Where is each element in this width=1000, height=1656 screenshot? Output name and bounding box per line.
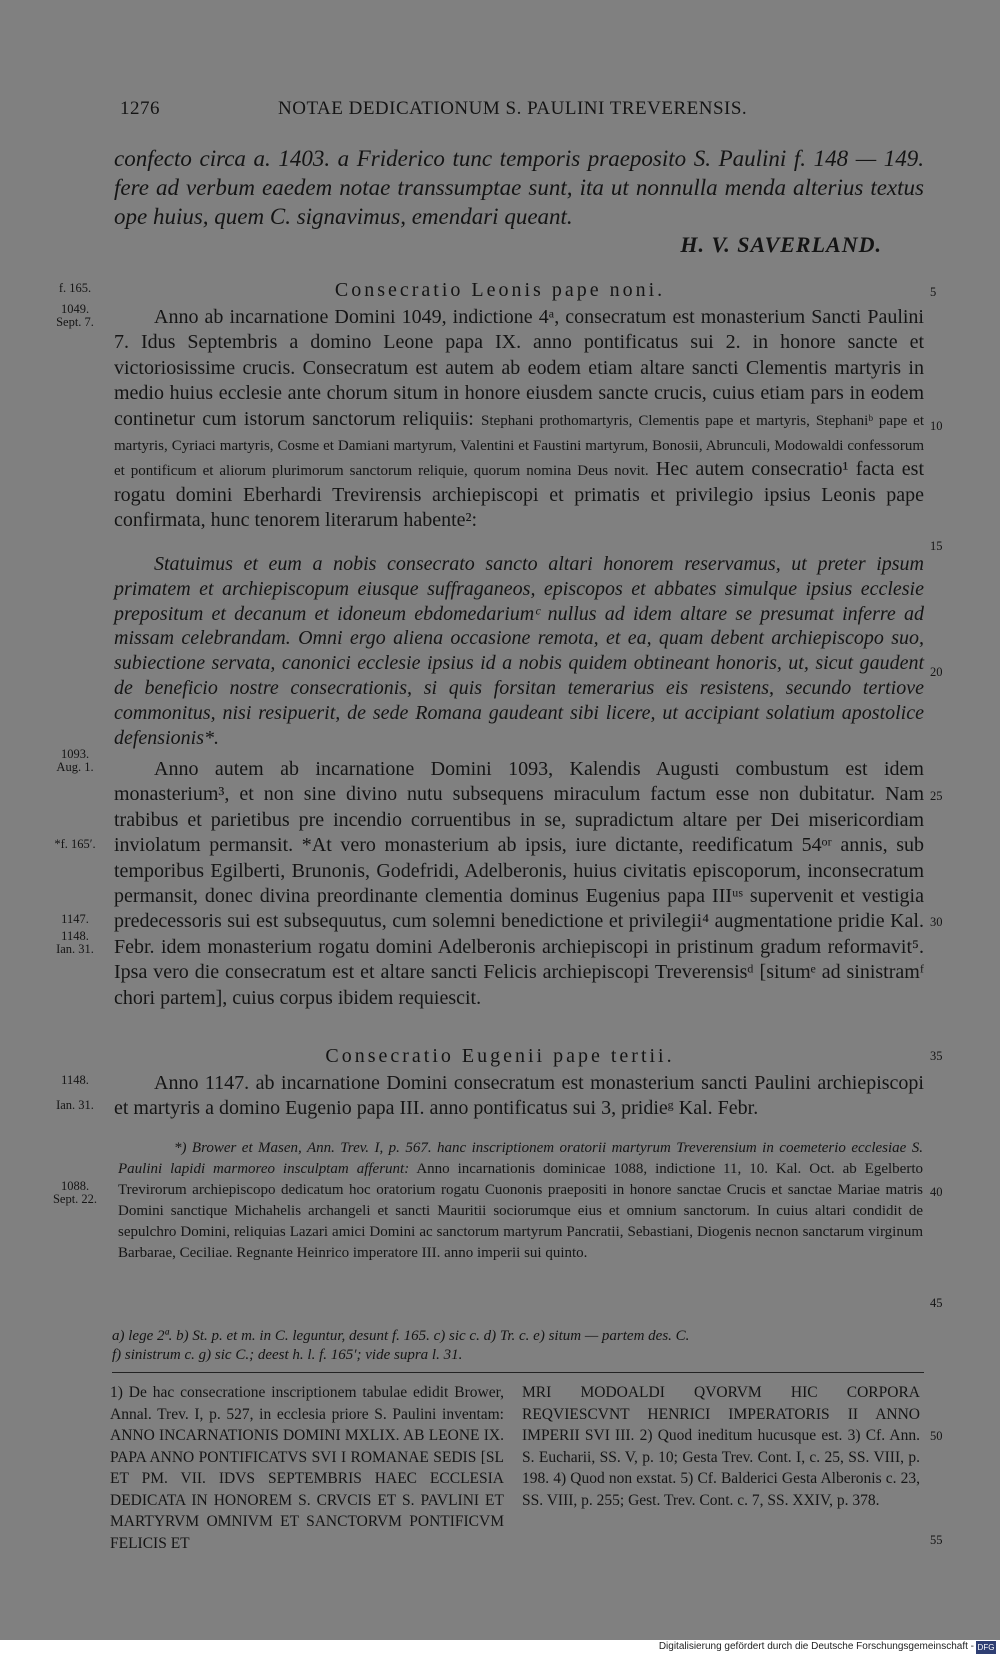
margin-year-1147: 1147.	[61, 912, 89, 926]
section-title-leo: Consecratio Leonis pape noni.	[334, 279, 666, 301]
variant-line-1: a) lege 2ª. b) St. p. et m. in C. leguntur, desunt f. 165. c) sic c. d) Tr. c. e) situm — partem des. C.	[112, 1328, 690, 1344]
margin-year-1148-b: 1148.	[61, 1073, 89, 1087]
paragraph-1049-end: Hec autem consecratio¹ facta est rogatu domini Eberhardi Trevirensis archiepiscopi et primatis et privilegio ipsius Leonis pape confirmata, hunc tenorem literarum habente²:	[114, 458, 924, 532]
margin-year-1088: 1088.	[60, 1179, 90, 1193]
line-number: 55	[930, 1533, 943, 1547]
section-title-eugenius: Consecratio Eugenii pape tertii.	[325, 1045, 675, 1067]
footer-credit: Digitalisierung gefördert durch die Deutsche Forschungsgemeinschaft -	[658, 1641, 974, 1652]
footnotes-left: 1) De hac consecratione inscriptionem tabulae edidit Brower, Annal. Trev. I, p. 527, in ecclesia priore S. Paulini inventam: ANNO INCARNATIONIS DOMINI MXLIX. AB LEONE IX. PAPA ANNO PONTIFICATVS SVI I ROMANAE SEDIS [SL ET PM. VII. IDVS SEPTEMBRIS HAEC ECCLESIA DEDICATA IN HONOREM S. CRVCIS ET S. PAVLINI ET MARTYRVM OMNIVM ET SANCTORVM PONTIFICVM FELICIS ET	[110, 1384, 504, 1552]
margin-date-aug-1: Aug. 1.	[56, 760, 94, 774]
paragraph-1093: Anno autem ab incarnatione Domini 1093, Kalendis Augusti combustum est idem monasterium³, et non sine divino nutu subsequens miraculum factum esse non dubitatur. Nam trabibus et parietibus pre incendio corruentibus in se, supradictum altare per Dei misericordiam inviolatum permansit. *At vero monasterium ab ipsis, iure dictante, reedificatum 54ᵒʳ annis, sub temporibus Egilberti, Brunonis, Godefridi, Adelberonis, huius civitatis episcoporum, inconsecratum permansit, donec divina preordinante clementia dominus Eugenius papa IIIᵘˢ supervenit et vestigia predecessoris sui est subsequutus, cum solemni benedictione et privilegii⁴ augmentatione pridie Kal. Febr. idem monasterium rogatu domini Adelberonis archiepiscopi in pristinum gradum reformavit⁵. Ipsa vero die consecratum est et altare sancti Felicis archiepiscopi Treverensisᵈ [situmᵉ ad sinistramᶠ chori partem], cuius corpus ibidem requiescit.	[114, 758, 924, 1009]
editor-signature: H. V. SAVERLAND.	[680, 232, 882, 257]
margin-date-sept-7: Sept. 7.	[56, 315, 94, 329]
star-note-text: Anno incarnationis dominicae 1088, indictione 11, 10. Kal. Oct. ab Egelberto Trevirorum archiepiscopo dedicatum hoc oratorium rogatu Cuononis praepositi in honore sanctae Crucis et sanctae Mariae matris Domini sanctique Michahelis archangeli et sancti Mauritii sociorumque eius et omnium sanctorum. In cuius altari condidit de sepulchro Domini, reliquias Lazari amici Domini ac sanctorum martyrum Pancratii, Sebastiani, Diogenis necnon sanctarum virginum Barbarae, Ceciliae. Regnante Heinrico imperatore III. anno imperii sui quinto.	[118, 1161, 923, 1261]
star-note-lead: *) Brower et Masen, Ann. Trev. I, p. 567. hanc inscriptionem oratorii martyrum Treverensium in coemeterio ecclesiae S. Paulini lapidi marmoreo insculptam afferunt:	[118, 1140, 923, 1177]
page-number: 1276	[120, 98, 160, 119]
margin-folio-165v: *f. 165′.	[54, 837, 96, 851]
line-number: 25	[930, 789, 943, 803]
star-note	[118, 1138, 923, 1264]
paragraph-1147: Anno 1147. ab incarnatione Domini consecratum est monasterium sancti Paulini archiepiscopi et martyris a domino Eugenio papa III. anno pontificatus sui 3, pridieᵍ Kal. Febr.	[114, 1072, 924, 1120]
footnotes-right: MRI MODOALDI QVORVM HIC CORPORA REQVIESCVNT HENRICI IMPERATORIS II ANNO IMPERII SVI III. 2) Quod ineditum hucusque est. 3) Cf. Ann. S. Eucharii, SS. V, p. 10; Gesta Trev. Cont. I, c. 25, SS. VIII, p. 198. 4) Quod non exstat. 5) Cf. Balderici Gesta Alberonis c. 23, SS. VIII, p. 255; Gest. Trev. Cont. c. 7, SS. XXIV, p. 378.	[522, 1384, 920, 1509]
line-number: 30	[930, 915, 943, 929]
margin-folio-165: f. 165.	[58, 281, 92, 295]
line-number: 20	[930, 665, 943, 679]
line-number: 50	[930, 1429, 943, 1443]
line-number: 40	[930, 1185, 943, 1199]
margin-date-sept-22: Sept. 22.	[52, 1192, 98, 1206]
paragraph-1049	[114, 305, 924, 534]
running-head: NOTAE DEDICATIONUM S. PAULINI TREVERENSIS.	[278, 98, 748, 119]
relic-list: Stephani prothomartyris, Clementis pape et martyris, Stephaniᵇ pape et martyris, Cyriaci martyris, Cosme et Damiani martyrum, Valentini et Faustini martyrum, Bonosii, Abrunculi, Modowaldi confessorum et pontificum et aliorum plurimorum sanctorum reliquie, quorum nomina Deus novit.	[114, 412, 924, 480]
margin-date-ian-31-a: Ian. 31.	[56, 942, 94, 956]
margin-year-1148-a: 1148.	[61, 929, 89, 943]
line-number: 10	[930, 419, 943, 433]
footnote-rule	[112, 1372, 924, 1373]
line-number: 5	[930, 285, 937, 299]
paragraph-1049-text: Anno ab incarnatione Domini 1049, indictione 4ᵃ, consecratum est monasterium Sancti Paulini 7. Idus Septembris a domino Leone papa IX. anno pontificatus sui 2. in honore sancte et victoriosissime crucis. Consecratum est autem ab eodem etiam altare sancti Clementis martyris in medio huius ecclesie ante chorum situm in honore eiusdem sancte crucis, cuius etiam pars in eodem continetur cum istorum sanctorum reliquiis:	[114, 306, 924, 430]
intro-text: confecto circa a. 1403. a Friderico tunc temporis praeposito S. Paulini f. 148 — 149. fere ad verbum eaedem notae transsumptae sunt, ita ut nonnulla menda alterius textus ope huius, quem C. signavimus, emendari queant.	[114, 146, 924, 229]
line-number: 45	[930, 1296, 943, 1310]
papal-privilege-quote: Statuimus et eum a nobis consecrato sancto altari honorem reservamus, ut preter ipsum primatem et archiepiscopum eiusque suffraganeos, episcopos et abbates simulque ipsius ecclesie prepositum et decanum et idoneum ebdomedariumᶜ nullus ad idem altare se presumat inferre ad missam celebrandam. Omni ergo aliena occasione remota, et ea, quam debent archiepiscopo suo, subiectione servata, canonici ecclesie ipsius id a nobis quidem obtineant honoris, ut, sicut gaudent de beneficio nostre consecrationis, si quis forsitan temerarius eis resistens, secundo tertiove commonitus, nisi resipuerit, de sede Romana gaudeant sibi licere, ut accipiant solatium apostolice defensionis*.	[114, 553, 924, 749]
variant-line-2: f) sinistrum c. g) sic C.; deest h. l. f. 165′; vide supra l. 31.	[112, 1347, 463, 1363]
margin-year-1093: 1093.	[60, 747, 90, 761]
line-number: 35	[930, 1049, 943, 1063]
margin-year-1049: 1049.	[60, 302, 90, 316]
line-number: 15	[930, 539, 943, 553]
dfg-logo: DFG	[977, 1643, 995, 1652]
margin-date-ian-31-b: Ian. 31.	[56, 1098, 94, 1112]
